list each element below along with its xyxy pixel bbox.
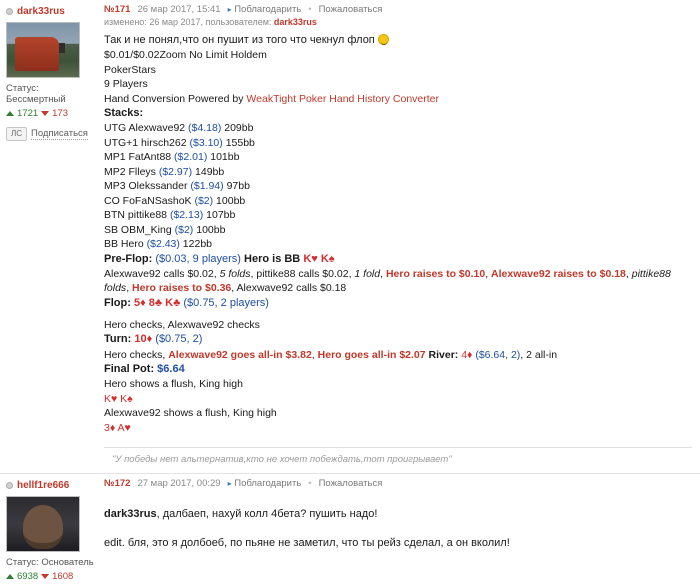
preflop-folds-2: 1 fold bbox=[354, 267, 381, 280]
reply-text-1: , далбаеп, нахуй колл 4бета? пушить надо! bbox=[156, 508, 378, 521]
stack-amount: ($1.94) bbox=[190, 180, 224, 193]
avatar[interactable] bbox=[6, 496, 80, 552]
flop-label: Flop: bbox=[104, 296, 131, 309]
preflop-villain-raise: Alexwave92 raises to $0.18 bbox=[491, 267, 626, 280]
preflop-villain-call: Alexwave92 calls $0.18 bbox=[236, 282, 347, 295]
stack-row bbox=[104, 194, 692, 208]
hand-site: PokerStars bbox=[104, 63, 156, 76]
river-pot: ($6.64, 2) bbox=[475, 348, 521, 361]
post-number[interactable]: №171 bbox=[104, 4, 131, 15]
post-date: 27 мар 2017, 00:29 bbox=[137, 478, 221, 490]
turn-label: Turn: bbox=[104, 333, 132, 346]
author-row[interactable] bbox=[6, 478, 94, 492]
stack-position: BB Hero bbox=[104, 238, 147, 251]
preflop-pot: ($0.03, 9 players) bbox=[155, 252, 241, 265]
preflop-hero-raise-2: Hero raises to $0.36 bbox=[132, 282, 232, 295]
post-edited-info bbox=[104, 17, 692, 27]
post-author-sidebar bbox=[0, 474, 100, 586]
author-status bbox=[6, 83, 94, 105]
stack-position: BTN pittike88 bbox=[104, 209, 170, 222]
stack-row bbox=[104, 179, 692, 193]
hand-stakes: $0.01/$0.02Zoom No Limit Holdem bbox=[104, 49, 267, 62]
preflop-act-3: , bbox=[380, 267, 386, 280]
preflop-label: Pre-Flop: bbox=[104, 252, 153, 265]
river-label: River: bbox=[428, 348, 459, 361]
stack-amount: ($3.10) bbox=[189, 136, 223, 149]
edited-by-label: пользователем: bbox=[205, 17, 272, 27]
turn-action bbox=[104, 348, 692, 362]
stack-row bbox=[104, 121, 692, 135]
stack-bb: 107bb bbox=[203, 209, 236, 222]
subscribe-link[interactable]: Подписаться bbox=[31, 128, 88, 139]
post-intro-text: Так и не понял,что он пушит из того что чекнул флоп bbox=[104, 34, 375, 46]
flop-pot: ($0.75, 2 players) bbox=[183, 296, 269, 309]
post-author-sidebar bbox=[0, 0, 100, 473]
hand-converter-line bbox=[104, 92, 692, 106]
stack-row bbox=[104, 237, 692, 251]
edited-date: 26 мар 2017, bbox=[149, 17, 204, 27]
turn-pot: ($0.75, 2) bbox=[155, 333, 203, 346]
author-username[interactable]: hellf1re666 bbox=[17, 479, 70, 491]
meta-separator: • bbox=[308, 478, 312, 490]
preflop-header bbox=[104, 252, 692, 267]
stack-row bbox=[104, 208, 692, 222]
preflop-folds-3: pittike88 folds bbox=[104, 267, 671, 295]
caret-icon: ▸ bbox=[227, 5, 232, 14]
rating-down-count: 1608 bbox=[52, 571, 74, 583]
rating-up-count: 6938 bbox=[17, 571, 39, 583]
stack-amount: ($2.13) bbox=[169, 209, 204, 222]
turn-hero-allin: Hero goes all-in $2.07 bbox=[317, 348, 426, 361]
stack-amount: ($2) bbox=[174, 223, 194, 236]
stack-amount: ($4.18) bbox=[188, 122, 222, 135]
post-item bbox=[0, 474, 700, 586]
post-date: 26 мар 2017, 15:41 bbox=[137, 4, 221, 15]
stack-amount: ($2) bbox=[194, 194, 214, 207]
meta-separator: • bbox=[308, 4, 312, 15]
hero-hole-cards: K♥ K♠ bbox=[303, 252, 335, 265]
stack-row bbox=[104, 165, 692, 179]
final-pot-value: $6.64 bbox=[157, 363, 185, 376]
stack-bb: 122bb bbox=[179, 238, 213, 251]
post-meta bbox=[104, 478, 692, 489]
stack-position: UTG+1 hirsch262 bbox=[104, 136, 190, 149]
stacks-list bbox=[104, 121, 692, 251]
post-content bbox=[100, 0, 700, 473]
caret-icon: ▸ bbox=[227, 479, 232, 489]
edited-prefix: изменено: bbox=[104, 17, 147, 27]
stack-bb: 101bb bbox=[207, 151, 240, 164]
turn-act-1: Hero checks, bbox=[104, 348, 169, 361]
river-action: , 2 all-in bbox=[520, 348, 558, 361]
stack-amount: ($2.43) bbox=[146, 238, 180, 251]
rating-down-icon[interactable] bbox=[41, 111, 49, 116]
signature-quote: "У победы нет альтернатив,кто не хочет побеждать,тот проигрывает" bbox=[104, 447, 692, 473]
rating-up-icon[interactable] bbox=[6, 111, 14, 116]
avatar[interactable] bbox=[6, 22, 80, 78]
stack-bb: 149bb bbox=[192, 165, 225, 178]
rating-down-icon[interactable] bbox=[41, 574, 49, 579]
stack-position: MP1 FatAnt88 bbox=[104, 151, 175, 164]
post-body bbox=[104, 507, 692, 551]
preflop-hero: Hero is BB bbox=[244, 252, 301, 265]
preflop-act-2: , pittike88 calls $0.02, bbox=[250, 267, 355, 280]
author-status-value: Основатель bbox=[41, 557, 94, 569]
author-rating bbox=[6, 571, 94, 582]
stack-row bbox=[104, 136, 692, 150]
stack-position: CO FoFaNSashoK bbox=[104, 194, 195, 207]
preflop-hero-raise-1: Hero raises to $0.10 bbox=[385, 267, 486, 280]
author-actions bbox=[6, 127, 94, 141]
stacks-title: Stacks: bbox=[104, 107, 144, 120]
stack-bb: 100bb bbox=[193, 223, 226, 236]
turn-card: 10♦ bbox=[134, 333, 153, 346]
converter-link[interactable]: WeakTight Poker Hand History Converter bbox=[246, 92, 439, 105]
post-meta bbox=[104, 4, 692, 15]
reply-line-2: edit. бля, это я долбоеб, по пьяне не заметил, что ты рейз сделал, а он вколил! bbox=[104, 537, 510, 550]
thanks-button[interactable] bbox=[228, 4, 302, 15]
stack-bb: 100bb bbox=[213, 194, 246, 207]
river-card: 4♦ bbox=[461, 348, 473, 361]
smiley-icon bbox=[378, 34, 389, 45]
author-rating bbox=[6, 108, 94, 119]
stack-amount: ($2.01) bbox=[174, 151, 208, 164]
post-intro-line bbox=[104, 33, 692, 48]
converter-prefix: Hand Conversion Powered by bbox=[104, 92, 247, 105]
turn-act-2: , bbox=[311, 348, 318, 361]
rating-up-icon[interactable] bbox=[6, 574, 14, 579]
flop-action: Hero checks, Alexwave92 checks bbox=[104, 318, 260, 331]
mention-username[interactable]: dark33rus bbox=[104, 508, 157, 521]
preflop-action: Alexwave92 calls $0.02, 5 folds, pittike88 calls $0.02, 1 fold, Hero raises to $0.10, Alexwave92 raises to $0.18, pittike88 folds, Hero raises to $0.36, Alexwave92 calls $0.18 bbox=[104, 267, 671, 295]
edited-by-user[interactable]: dark33rus bbox=[273, 17, 317, 27]
preflop-act-1: Alexwave92 calls $0.02, bbox=[104, 267, 220, 280]
post-number[interactable]: №172 bbox=[104, 478, 131, 490]
flop-header bbox=[104, 296, 692, 311]
flop-cards: 5♦ 8♣ K♣ bbox=[133, 296, 181, 309]
author-row[interactable] bbox=[6, 4, 94, 18]
showdown-villain-cards: 3♦ A♥ bbox=[104, 421, 131, 434]
user-status-icon bbox=[6, 8, 13, 15]
private-message-button[interactable]: ЛС bbox=[6, 127, 27, 141]
author-status-label: Статус: bbox=[6, 83, 39, 94]
showdown-hero-cards: K♥ K♠ bbox=[104, 392, 133, 405]
showdown-villain: Alexwave92 shows a flush, King high bbox=[104, 407, 277, 420]
stack-row bbox=[104, 223, 692, 237]
preflop-folds-1: 5 folds bbox=[219, 267, 251, 280]
post-content bbox=[100, 474, 700, 586]
turn-villain-allin: Alexwave92 goes all-in $3.82 bbox=[168, 348, 312, 361]
complain-button[interactable]: Пожаловаться bbox=[318, 478, 383, 490]
stack-position: MP2 Flleys bbox=[104, 165, 159, 178]
author-status-value: Бессмертный bbox=[6, 94, 66, 105]
stack-bb: 97bb bbox=[223, 180, 250, 193]
final-pot-label: Final Pot: bbox=[104, 363, 155, 376]
complain-button[interactable]: Пожаловаться bbox=[318, 4, 383, 15]
user-status-icon bbox=[6, 482, 13, 489]
stack-bb: 209bb bbox=[221, 122, 254, 135]
rating-down-count: 173 bbox=[52, 108, 68, 119]
author-status-label: Статус: bbox=[6, 557, 39, 569]
stack-position: UTG Alexwave92 bbox=[104, 122, 189, 135]
thanks-label: Поблагодарить bbox=[234, 4, 302, 15]
rating-up-count: 1721 bbox=[17, 108, 39, 119]
author-status bbox=[6, 557, 94, 568]
stack-bb: 155bb bbox=[222, 136, 255, 149]
author-username[interactable]: dark33rus bbox=[17, 5, 65, 17]
post-body bbox=[104, 33, 692, 435]
turn-header bbox=[104, 332, 692, 347]
hand-players: 9 Players bbox=[104, 78, 148, 91]
stack-amount: ($2.97) bbox=[158, 165, 193, 178]
stack-position: MP3 Olekssander bbox=[104, 180, 191, 193]
stack-position: SB OBM_King bbox=[104, 223, 175, 236]
showdown-hero: Hero shows a flush, King high bbox=[104, 378, 243, 391]
final-pot-header bbox=[104, 362, 692, 377]
thanks-label: Поблагодарить bbox=[234, 478, 302, 490]
thanks-button[interactable] bbox=[228, 478, 302, 489]
reply-line-1 bbox=[104, 507, 692, 522]
stack-row bbox=[104, 150, 692, 164]
